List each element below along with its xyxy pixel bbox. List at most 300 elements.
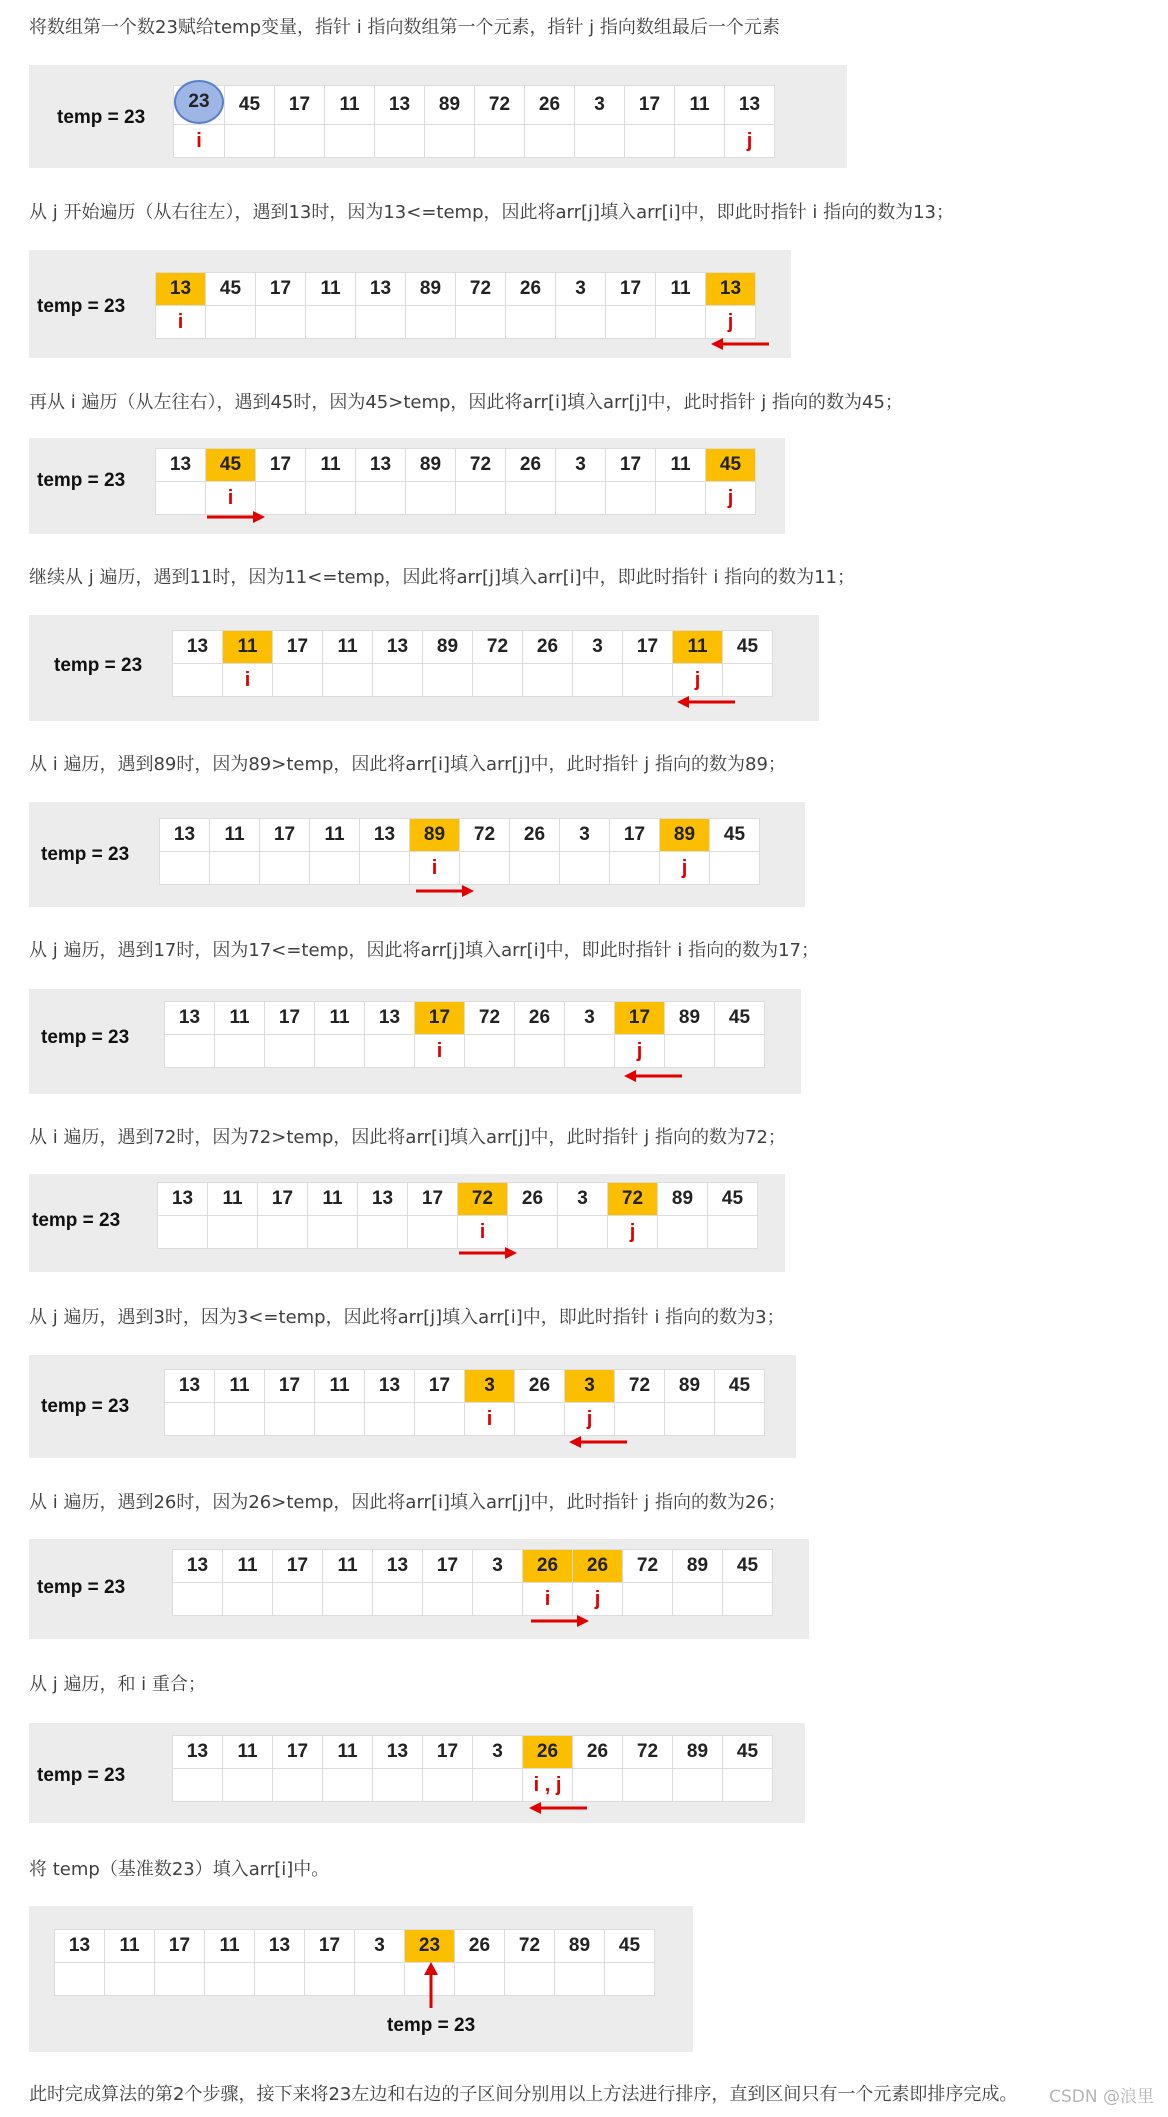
value-row <box>173 1736 773 1769</box>
array-cell: 89 <box>425 86 475 125</box>
footer-text: 此时完成算法的第2个步骤，接下来将23左边和右边的子区间分别用以上方法进行排序，直到区间只有一个元素即排序完成。 <box>29 2084 1018 2105</box>
pointer-cell <box>623 1583 673 1616</box>
array-cell: 17 <box>265 1002 315 1035</box>
array-cell: 89 <box>665 1002 715 1035</box>
array-cell: 45 <box>710 819 760 852</box>
right-arrow-icon <box>457 1246 517 1260</box>
temp-label: temp = 23 <box>387 2015 476 2036</box>
array-cell: 26 <box>523 631 573 664</box>
array-cell: 45 <box>708 1183 758 1216</box>
temp-label: temp = 23 <box>32 1210 121 1231</box>
pointer-cell <box>273 1583 323 1616</box>
array-cell: 11 <box>215 1002 265 1035</box>
pointer-cell <box>373 1769 423 1802</box>
step-8-panel <box>29 1355 796 1458</box>
pointer-cell <box>460 852 510 885</box>
temp-label: temp = 23 <box>37 296 126 317</box>
watermark: CSDN @浪里 <box>1049 2087 1154 2107</box>
step-6-caption: 从 j 遍历，遇到17时，因为17<=temp，因此将arr[j]填入arr[i]中，即此时指针 i 指向的数为17； <box>29 940 819 961</box>
pointer-cell <box>255 1963 305 1996</box>
step-9-caption: 从 i 遍历，遇到26时，因为26>temp，因此将arr[i]填入arr[j]中，此时指针 j 指向的数为26； <box>29 1492 786 1513</box>
array-cell: 11 <box>208 1183 258 1216</box>
array-cell: 11 <box>315 1370 365 1403</box>
pointer-cell: i <box>206 482 256 515</box>
pointer-cell <box>575 125 625 158</box>
pointer-cell <box>55 1963 105 1996</box>
pointer-cell: i <box>156 306 206 339</box>
pointer-cell: j <box>673 664 723 697</box>
array-cell: 13 <box>165 1370 215 1403</box>
left-arrow-icon <box>624 1069 684 1083</box>
pointer-cell <box>656 306 706 339</box>
array-cell: 23 <box>405 1930 455 1963</box>
pointer-cell <box>723 664 773 697</box>
array-cell <box>174 86 225 125</box>
pointer-cell <box>308 1216 358 1249</box>
array-cell: 17 <box>155 1930 205 1963</box>
pointer-cell <box>656 482 706 515</box>
pointer-row <box>158 1216 758 1249</box>
pointer-cell <box>556 306 606 339</box>
array-cell: 45 <box>206 449 256 482</box>
step-10-panel <box>29 1723 805 1823</box>
array-cell: 72 <box>458 1183 508 1216</box>
array-cell: 45 <box>723 631 773 664</box>
temp-label: temp = 23 <box>41 1027 130 1048</box>
array-cell: 13 <box>375 86 425 125</box>
array-cell: 3 <box>558 1183 608 1216</box>
array-cell: 11 <box>656 449 706 482</box>
array-cell: 13 <box>160 819 210 852</box>
array-cell: 72 <box>473 631 523 664</box>
value-row <box>173 1550 773 1583</box>
pointer-cell <box>565 1035 615 1068</box>
array-table <box>157 1182 758 1249</box>
pointer-row <box>173 1583 773 1616</box>
pointer-cell <box>506 482 556 515</box>
array-cell: 13 <box>365 1370 415 1403</box>
pointer-cell <box>615 1403 665 1436</box>
array-cell: 11 <box>205 1930 255 1963</box>
pointer-cell <box>215 1403 265 1436</box>
pointer-cell <box>210 852 260 885</box>
pointer-cell <box>606 482 656 515</box>
array-cell: 17 <box>606 273 656 306</box>
array-cell: 13 <box>358 1183 408 1216</box>
array-cell: 13 <box>173 1550 223 1583</box>
value-row <box>156 273 756 306</box>
pointer-cell <box>473 1583 523 1616</box>
array-cell: 11 <box>223 631 273 664</box>
pointer-cell <box>375 125 425 158</box>
pointer-cell <box>160 852 210 885</box>
array-cell: 17 <box>305 1930 355 1963</box>
pointer-row <box>156 306 756 339</box>
array-cell: 89 <box>555 1930 605 1963</box>
value-row <box>173 631 773 664</box>
array-cell: 3 <box>573 631 623 664</box>
pointer-cell <box>456 482 506 515</box>
pointer-row <box>165 1403 765 1436</box>
array-cell: 45 <box>706 449 756 482</box>
pointer-cell <box>205 1963 255 1996</box>
pointer-cell <box>265 1403 315 1436</box>
pointer-cell <box>623 1769 673 1802</box>
array-table <box>54 1929 655 1996</box>
array-cell: 26 <box>525 86 575 125</box>
value-row <box>165 1370 765 1403</box>
pointer-cell <box>473 1769 523 1802</box>
pointer-cell <box>723 1769 773 1802</box>
pointer-row <box>173 664 773 697</box>
pointer-cell <box>515 1403 565 1436</box>
array-cell: 17 <box>275 86 325 125</box>
pointer-cell <box>715 1403 765 1436</box>
pointer-cell <box>625 125 675 158</box>
pointer-row <box>174 125 775 158</box>
step-1-caption: 将数组第一个数23赋给temp变量，指针 i 指向数组第一个元素，指针 j 指向数组最后一个元素 <box>29 17 780 38</box>
array-cell: 3 <box>473 1736 523 1769</box>
array-cell: 13 <box>255 1930 305 1963</box>
array-cell: 26 <box>506 449 556 482</box>
array-cell: 11 <box>323 631 373 664</box>
array-table <box>164 1369 765 1436</box>
pointer-cell: j <box>573 1583 623 1616</box>
pointer-cell <box>365 1403 415 1436</box>
array-cell: 72 <box>615 1370 665 1403</box>
array-cell: 11 <box>323 1550 373 1583</box>
pointer-cell <box>658 1216 708 1249</box>
array-cell: 26 <box>515 1002 565 1035</box>
pointer-cell <box>223 1583 273 1616</box>
array-cell: 17 <box>423 1550 473 1583</box>
left-arrow-icon <box>569 1435 629 1449</box>
array-table <box>155 272 756 339</box>
array-cell: 17 <box>615 1002 665 1035</box>
pointer-cell <box>156 482 206 515</box>
pointer-cell: i , j <box>523 1769 573 1802</box>
pointer-cell <box>673 1583 723 1616</box>
pointer-cell <box>273 664 323 697</box>
pointer-cell <box>158 1216 208 1249</box>
temp-label: temp = 23 <box>37 1577 126 1598</box>
array-cell: 17 <box>408 1183 458 1216</box>
array-cell: 3 <box>473 1550 523 1583</box>
temp-label: temp = 23 <box>57 107 146 128</box>
array-cell: 72 <box>475 86 525 125</box>
step-4-panel <box>29 615 819 721</box>
pointer-cell <box>465 1035 515 1068</box>
array-cell: 45 <box>605 1930 655 1963</box>
array-cell: 3 <box>465 1370 515 1403</box>
pointer-cell <box>223 1769 273 1802</box>
pointer-cell <box>206 306 256 339</box>
array-cell: 11 <box>673 631 723 664</box>
array-cell: 13 <box>725 86 775 125</box>
array-cell: 11 <box>306 273 356 306</box>
step-7-panel <box>29 1174 785 1272</box>
pointer-cell <box>356 306 406 339</box>
pointer-cell <box>560 852 610 885</box>
pointer-cell <box>515 1035 565 1068</box>
array-cell: 72 <box>456 449 506 482</box>
array-cell: 13 <box>158 1183 208 1216</box>
pointer-cell: i <box>223 664 273 697</box>
array-cell: 3 <box>565 1370 615 1403</box>
array-cell: 26 <box>506 273 556 306</box>
pointer-cell <box>373 1583 423 1616</box>
array-cell: 45 <box>715 1002 765 1035</box>
array-cell: 11 <box>306 449 356 482</box>
pointer-cell <box>323 1583 373 1616</box>
array-cell: 11 <box>656 273 706 306</box>
array-cell: 26 <box>510 819 560 852</box>
array-cell: 11 <box>215 1370 265 1403</box>
array-cell: 45 <box>723 1550 773 1583</box>
step-8-caption: 从 j 遍历，遇到3时，因为3<=temp，因此将arr[j]填入arr[i]中，即此时指针 i 指向的数为3； <box>29 1307 785 1328</box>
array-cell: 72 <box>456 273 506 306</box>
array-cell: 72 <box>505 1930 555 1963</box>
array-cell: 11 <box>310 819 360 852</box>
pointer-cell <box>573 664 623 697</box>
array-cell: 89 <box>658 1183 708 1216</box>
pointer-cell <box>173 664 223 697</box>
left-arrow-icon <box>711 337 771 351</box>
array-cell: 26 <box>508 1183 558 1216</box>
pointer-cell <box>265 1035 315 1068</box>
step-4-caption: 继续从 j 遍历，遇到11时，因为11<=temp，因此将arr[j]填入arr[i]中，即此时指针 i 指向的数为11； <box>29 567 855 588</box>
pointer-cell <box>423 1583 473 1616</box>
array-cell: 17 <box>610 819 660 852</box>
array-cell: 17 <box>423 1736 473 1769</box>
step-11-panel <box>29 1906 693 2052</box>
pointer-cell <box>508 1216 558 1249</box>
pointer-cell <box>423 1769 473 1802</box>
array-table <box>172 630 773 697</box>
array-cell: 11 <box>105 1930 155 1963</box>
pointer-cell <box>556 482 606 515</box>
array-cell: 26 <box>515 1370 565 1403</box>
pointer-cell <box>275 125 325 158</box>
pointer-cell <box>105 1963 155 1996</box>
array-cell: 11 <box>315 1002 365 1035</box>
pointer-cell <box>573 1769 623 1802</box>
array-cell: 3 <box>556 273 606 306</box>
pointer-cell <box>610 852 660 885</box>
pointer-cell <box>415 1403 465 1436</box>
pointer-cell <box>665 1035 715 1068</box>
pointer-cell <box>323 1769 373 1802</box>
pointer-cell <box>323 664 373 697</box>
right-arrow-icon <box>529 1614 589 1628</box>
array-table <box>172 1549 773 1616</box>
array-cell: 11 <box>675 86 725 125</box>
pointer-cell <box>505 1963 555 1996</box>
step-9-panel <box>29 1539 809 1639</box>
temp-label: temp = 23 <box>37 470 126 491</box>
array-table <box>159 818 760 885</box>
array-cell: 11 <box>223 1550 273 1583</box>
pointer-cell <box>623 664 673 697</box>
array-cell: 11 <box>308 1183 358 1216</box>
pointer-cell <box>305 1963 355 1996</box>
pointer-cell <box>708 1216 758 1249</box>
pointer-cell: j <box>706 306 756 339</box>
pointer-cell <box>165 1403 215 1436</box>
array-cell: 89 <box>665 1370 715 1403</box>
value-row <box>165 1002 765 1035</box>
pointer-cell <box>360 852 410 885</box>
pointer-row <box>165 1035 765 1068</box>
array-cell: 11 <box>223 1736 273 1769</box>
pointer-cell <box>523 664 573 697</box>
array-cell: 3 <box>560 819 610 852</box>
up-arrow-icon <box>423 1962 439 2008</box>
pointer-cell <box>215 1035 265 1068</box>
array-cell: 26 <box>523 1736 573 1769</box>
array-cell: 17 <box>273 1550 323 1583</box>
pointer-cell <box>315 1403 365 1436</box>
array-cell: 13 <box>55 1930 105 1963</box>
array-cell: 13 <box>360 819 410 852</box>
step-11-caption: 将 temp（基准数23）填入arr[i]中。 <box>29 1859 330 1880</box>
pointer-cell <box>173 1583 223 1616</box>
value-row <box>174 86 775 125</box>
pointer-cell <box>355 1963 405 1996</box>
array-cell: 17 <box>623 631 673 664</box>
array-cell: 72 <box>608 1183 658 1216</box>
temp-label: temp = 23 <box>37 1765 126 1786</box>
pointer-cell <box>558 1216 608 1249</box>
pointer-cell <box>555 1963 605 1996</box>
array-cell: 72 <box>460 819 510 852</box>
array-cell: 45 <box>206 273 256 306</box>
pointer-cell <box>473 664 523 697</box>
pointer-cell: j <box>615 1035 665 1068</box>
step-3-caption: 再从 i 遍历（从左往右），遇到45时，因为45>temp，因此将arr[i]填入arr[j]中，此时指针 j 指向的数为45； <box>29 392 903 413</box>
pointer-cell: i <box>415 1035 465 1068</box>
pointer-cell <box>425 125 475 158</box>
pointer-cell: j <box>706 482 756 515</box>
pointer-cell <box>715 1035 765 1068</box>
array-table <box>172 1735 773 1802</box>
array-cell: 11 <box>325 86 375 125</box>
pointer-cell <box>723 1583 773 1616</box>
pointer-cell <box>358 1216 408 1249</box>
array-cell: 72 <box>623 1550 673 1583</box>
array-cell: 17 <box>415 1002 465 1035</box>
value-row <box>55 1930 655 1963</box>
pointer-cell <box>475 125 525 158</box>
array-cell: 89 <box>423 631 473 664</box>
pointer-cell <box>456 306 506 339</box>
pointer-cell <box>506 306 556 339</box>
pointer-cell <box>510 852 560 885</box>
array-table <box>173 85 775 158</box>
array-cell: 72 <box>623 1736 673 1769</box>
value-row <box>156 449 756 482</box>
pointer-cell: i <box>174 125 225 158</box>
array-cell: 13 <box>173 631 223 664</box>
array-cell: 3 <box>556 449 606 482</box>
array-cell: 89 <box>406 449 456 482</box>
array-cell: 13 <box>356 449 406 482</box>
array-cell: 3 <box>565 1002 615 1035</box>
pointer-cell <box>606 306 656 339</box>
pointer-cell <box>605 1963 655 1996</box>
pointer-cell <box>710 852 760 885</box>
array-cell: 13 <box>156 273 206 306</box>
pointer-cell <box>408 1216 458 1249</box>
value-row <box>160 819 760 852</box>
array-cell: 13 <box>373 1550 423 1583</box>
step-10-caption: 从 j 遍历，和 i 重合； <box>29 1674 206 1695</box>
left-arrow-icon <box>529 1801 589 1815</box>
array-cell: 45 <box>715 1370 765 1403</box>
pointer-cell <box>673 1769 723 1802</box>
array-cell: 3 <box>355 1930 405 1963</box>
step-3-panel <box>29 438 785 534</box>
array-cell: 89 <box>673 1736 723 1769</box>
temp-label: temp = 23 <box>41 1396 130 1417</box>
pointer-cell <box>423 664 473 697</box>
pointer-cell <box>173 1769 223 1802</box>
pointer-cell <box>306 482 356 515</box>
array-cell: 17 <box>256 449 306 482</box>
array-cell: 17 <box>265 1370 315 1403</box>
pointer-cell <box>258 1216 308 1249</box>
pointer-cell: j <box>608 1216 658 1249</box>
pointer-cell: i <box>465 1403 515 1436</box>
pointer-cell <box>208 1216 258 1249</box>
array-cell: 17 <box>606 449 656 482</box>
array-cell: 13 <box>156 449 206 482</box>
step-1-panel <box>29 65 847 168</box>
pointer-cell <box>256 306 306 339</box>
pointer-cell <box>665 1403 715 1436</box>
step-7-caption: 从 i 遍历，遇到72时，因为72>temp，因此将arr[i]填入arr[j]中，此时指针 j 指向的数为72； <box>29 1127 786 1148</box>
pointer-cell: j <box>565 1403 615 1436</box>
array-cell: 17 <box>256 273 306 306</box>
array-cell: 13 <box>165 1002 215 1035</box>
pointer-cell <box>165 1035 215 1068</box>
array-cell: 17 <box>625 86 675 125</box>
array-cell: 45 <box>225 86 275 125</box>
array-cell: 17 <box>273 631 323 664</box>
pointer-cell <box>455 1963 505 1996</box>
pointer-cell: j <box>725 125 775 158</box>
step-2-panel <box>29 250 791 358</box>
array-cell: 13 <box>365 1002 415 1035</box>
array-cell: 13 <box>373 631 423 664</box>
array-table <box>164 1001 765 1068</box>
array-cell: 3 <box>575 86 625 125</box>
temp-label: temp = 23 <box>41 844 130 865</box>
array-cell: 72 <box>465 1002 515 1035</box>
pointer-cell <box>406 482 456 515</box>
pointer-cell <box>406 306 456 339</box>
pointer-cell <box>525 125 575 158</box>
array-cell: 17 <box>273 1736 323 1769</box>
right-arrow-icon <box>414 884 474 898</box>
pointer-cell <box>310 852 360 885</box>
left-arrow-icon <box>677 695 737 709</box>
array-cell: 89 <box>406 273 456 306</box>
pointer-cell <box>273 1769 323 1802</box>
pointer-row <box>55 1963 655 1996</box>
array-cell: 13 <box>373 1736 423 1769</box>
pointer-cell <box>365 1035 415 1068</box>
